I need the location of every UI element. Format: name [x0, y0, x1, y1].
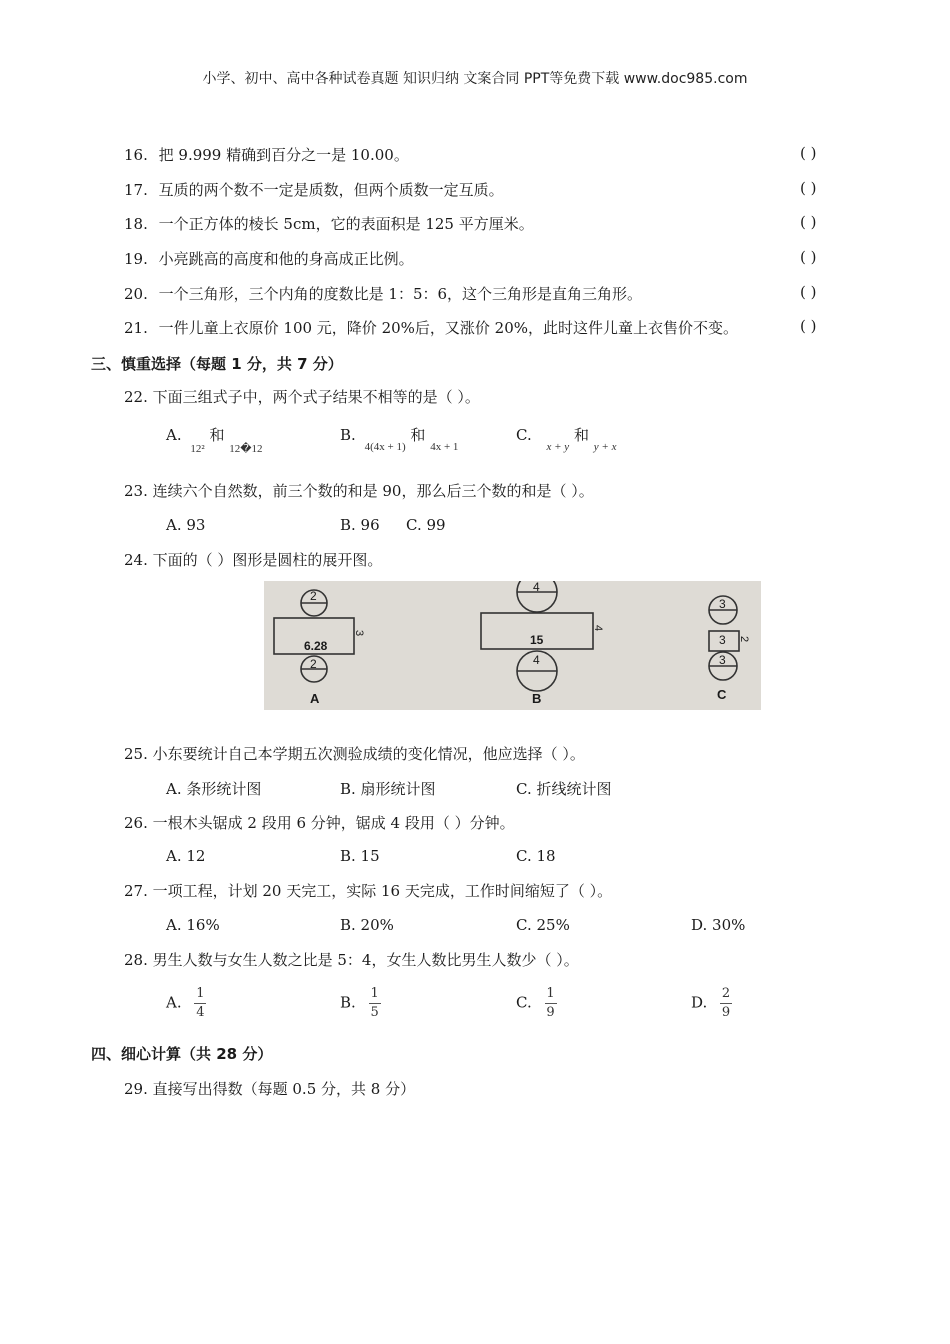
judge-item-17 [124, 179, 504, 201]
q25-option-a[interactable]: A. 条形统计图 [166, 780, 262, 798]
expression-right: y + x [593, 441, 617, 453]
option-label: B. [340, 426, 356, 444]
option-label: D. [691, 993, 708, 1012]
option-label: C. [516, 993, 532, 1012]
cylinder-net-figure [264, 581, 761, 710]
net-a-bottom-label: 2 [310, 657, 317, 671]
item-text: 把 9.999 精确到百分之一是 10.00。 [158, 146, 409, 164]
item-number: 19. [124, 250, 148, 268]
q22-option-a[interactable] [166, 424, 263, 455]
fraction [720, 986, 732, 1021]
q25-option-b[interactable]: B. 扇形统计图 [340, 780, 436, 798]
option-label: A. [166, 993, 182, 1012]
fraction [369, 986, 381, 1021]
expression-left: 12² [190, 443, 205, 455]
question-28-stem: 28. 男生人数与女生人数之比是 5：4，女生人数比男生人数少（ ）。 [124, 951, 579, 969]
and-word: 和 [410, 426, 426, 444]
answer-paren-20[interactable]: ( ) [800, 283, 817, 301]
numerator: 1 [370, 986, 379, 1001]
fraction [194, 986, 206, 1021]
page-header: 小学、初中、高中各种试卷真题 知识归纳 文案合同 PPT等免费下载 www.doc985.com [202, 71, 748, 87]
judge-item-19 [124, 248, 414, 270]
expression-right: 12�12 [229, 443, 263, 455]
q27-option-a[interactable]: A. 16% [166, 916, 220, 934]
q27-option-b[interactable]: B. 20% [340, 916, 394, 934]
net-b-letter: B [532, 691, 542, 706]
net-a-rect-label: 6.28 [304, 639, 328, 653]
net-a-top-label: 2 [310, 589, 317, 603]
judge-item-21 [124, 317, 738, 339]
item-number: 16. [124, 146, 148, 164]
q23-option-b[interactable]: B. 96 [340, 516, 380, 534]
answer-paren-16[interactable]: ( ) [800, 144, 817, 162]
question-23-stem: 23. 连续六个自然数，前三个数的和是 90，那么后三个数的和是（ ）。 [124, 482, 594, 500]
q26-option-b[interactable]: B. 15 [340, 847, 380, 865]
net-b-top-label: 4 [533, 580, 540, 594]
q25-option-c[interactable]: C. 折线统计图 [516, 780, 612, 798]
expression-left: 4(4x + 1) [364, 441, 406, 453]
denominator: 5 [370, 1005, 379, 1020]
and-word: 和 [209, 426, 225, 444]
judge-item-16 [124, 144, 409, 166]
option-label: B. [340, 993, 356, 1012]
option-label: A. [166, 426, 182, 444]
item-number: 18. [124, 215, 148, 233]
q26-option-a[interactable]: A. 12 [166, 847, 206, 865]
q28-option-c[interactable] [516, 986, 557, 1021]
answer-paren-17[interactable]: ( ) [800, 179, 817, 197]
q28-option-b[interactable] [340, 986, 381, 1021]
item-text: 一件儿童上衣原价 100 元，降价 20%后，又涨价 20%，此时这件儿童上衣售价不变。 [158, 319, 739, 337]
q26-option-c[interactable]: C. 18 [516, 847, 556, 865]
item-number: 21. [124, 319, 148, 337]
item-text: 一个正方体的棱长 5cm，它的表面积是 125 平方厘米。 [158, 215, 534, 233]
q23-option-a[interactable]: A. 93 [166, 516, 206, 534]
question-25-stem: 25. 小东要统计自己本学期五次测验成绩的变化情况，他应选择（ ）。 [124, 745, 585, 763]
denominator: 9 [546, 1005, 555, 1020]
q22-option-c[interactable] [516, 424, 617, 453]
denominator: 4 [196, 1005, 205, 1020]
q28-option-a[interactable] [166, 986, 206, 1021]
q27-option-c[interactable]: C. 25% [516, 916, 570, 934]
answer-paren-18[interactable]: ( ) [800, 213, 817, 231]
item-number: 17. [124, 181, 148, 199]
answer-paren-19[interactable]: ( ) [800, 248, 817, 266]
question-26-stem: 26. 一根木头锯成 2 段用 6 分钟，锯成 4 段用（ ）分钟。 [124, 814, 515, 832]
numerator: 2 [721, 986, 731, 1001]
net-b-side-label: 4 [592, 624, 605, 632]
question-24-stem: 24. 下面的（ ）图形是圆柱的展开图。 [124, 551, 383, 569]
question-29-stem: 29. 直接写出得数（每题 0.5 分，共 8 分） [124, 1080, 416, 1098]
net-c-letter: C [717, 687, 727, 702]
item-text: 一个三角形，三个内角的度数比是 1：5：6，这个三角形是直角三角形。 [158, 285, 643, 303]
item-text: 小亮跳高的高度和他的身高成正比例。 [158, 250, 414, 268]
net-c-bottom-label: 3 [719, 653, 726, 667]
net-c-side-label: 2 [738, 635, 751, 643]
item-number: 20. [124, 285, 148, 303]
and-word: 和 [573, 426, 589, 444]
q22-option-b[interactable] [340, 424, 459, 453]
numerator: 1 [546, 986, 555, 1001]
judge-item-18 [124, 213, 534, 235]
judge-item-20 [124, 283, 642, 305]
expression-left: x + y [546, 441, 570, 453]
question-27-stem: 27. 一项工程，计划 20 天完工，实际 16 天完成，工作时间缩短了（ ）。 [124, 882, 613, 900]
fraction [545, 986, 557, 1021]
section-3-heading: 三、慎重选择（每题 1 分，共 7 分） [91, 355, 343, 373]
net-c-top-label: 3 [719, 597, 726, 611]
section-4-heading: 四、细心计算（共 28 分） [91, 1045, 273, 1063]
net-a-letter: A [310, 691, 320, 706]
numerator: 1 [196, 986, 205, 1001]
expression-right: 4x + 1 [430, 441, 459, 453]
answer-paren-21[interactable]: ( ) [800, 317, 817, 335]
question-22-stem: 22. 下面三组式子中，两个式子结果不相等的是（ ）。 [124, 388, 480, 406]
item-text: 互质的两个数不一定是质数，但两个质数一定互质。 [158, 181, 504, 199]
net-b-rect-label: 15 [530, 633, 544, 647]
q28-option-d[interactable] [691, 986, 732, 1021]
net-b-bottom-label: 4 [533, 653, 540, 667]
net-c-mid-label: 3 [719, 633, 726, 647]
q23-option-c[interactable]: C. 99 [406, 516, 446, 534]
option-label: C. [516, 426, 532, 444]
q27-option-d[interactable]: D. 30% [691, 916, 746, 934]
net-a-side-label: 3 [353, 629, 366, 637]
denominator: 9 [721, 1005, 731, 1020]
